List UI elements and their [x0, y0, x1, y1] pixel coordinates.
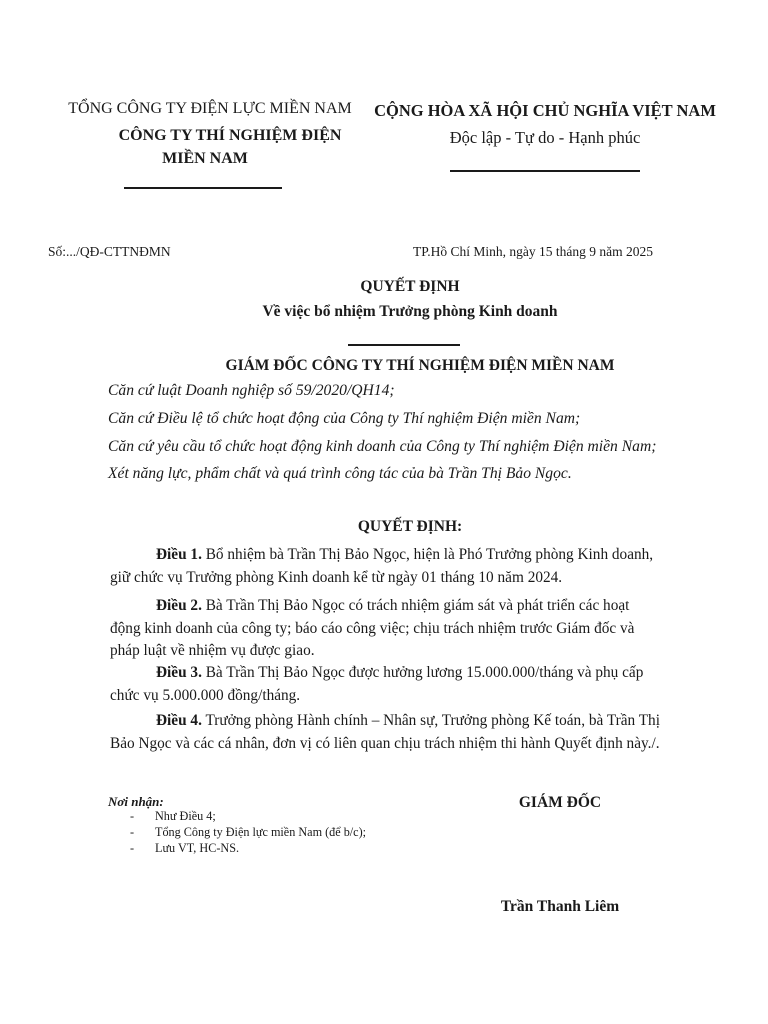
recipients-label: Nơi nhận:	[108, 794, 164, 809]
article-4	[110, 710, 716, 755]
recipient-item: - Như Điều 4;	[130, 809, 216, 823]
article-text: Bổ nhiệm bà Trần Thị Bảo Ngọc, hiện là Phó Trưởng phòng Kinh doanh,	[201, 546, 654, 563]
document-number: Số:.../QĐ-CTTNĐMN	[48, 244, 171, 259]
legal-basis: Căn cứ yêu cầu tổ chức hoạt động kinh doanh của Công ty Thí nghiệm Điện miền Nam;	[108, 438, 657, 455]
article-text: Bảo Ngọc và các cá nhân, đơn vị có liên quan chịu trách nhiệm thi hành Quyết định này./.	[110, 734, 660, 752]
signer-name: Trần Thanh Liêm	[500, 898, 620, 915]
decision-heading: QUYẾT ĐỊNH:	[357, 518, 463, 535]
legal-basis: Căn cứ Điều lệ tổ chức hoạt động của Công ty Thí nghiệm Điện miền Nam;	[108, 410, 581, 427]
issuing-authority: GIÁM ĐỐC CÔNG TY THÍ NGHIỆM ĐIỆN MIỀN NAM	[225, 357, 615, 374]
signer-title: GIÁM ĐỐC	[518, 794, 602, 811]
article-text: giữ chức vụ Trưởng phòng Kinh doanh kể từ ngày 01 tháng 10 năm 2024.	[110, 568, 563, 586]
article-text: Trưởng phòng Hành chính – Nhân sự, Trưởng phòng Kế toán, bà Trần Thị	[201, 712, 660, 729]
motto-underline	[450, 170, 640, 172]
recipient-item: - Tổng Công ty Điện lực miền Nam (để b/c);	[130, 825, 367, 839]
article-label: Điều 4.	[156, 712, 202, 729]
article-label: Điều 2.	[156, 597, 202, 614]
article-3	[110, 662, 716, 707]
article-label: Điều 3.	[156, 664, 202, 681]
org-underline	[124, 187, 282, 189]
recipient-item: - Lưu VT, HC-NS.	[130, 841, 240, 855]
article-text: pháp luật về nhiệm vụ được giao.	[110, 642, 315, 659]
nation-name: CỘNG HÒA XÃ HỘI CHỦ NGHĨA VIỆT NAM	[374, 101, 716, 120]
document-title: QUYẾT ĐỊNH	[360, 278, 460, 295]
subject-underline	[348, 344, 460, 346]
article-text: chức vụ 5.000.000 đồng/tháng.	[110, 686, 301, 704]
article-1	[110, 544, 716, 589]
article-2	[110, 595, 716, 663]
legal-basis: Xét năng lực, phẩm chất và quá trình công tác của bà Trần Thị Bảo Ngọc.	[108, 465, 572, 482]
org-name-line2: MIỀN NAM	[162, 150, 248, 167]
org-parent-name: TỔNG CÔNG TY ĐIỆN LỰC MIỀN NAM	[68, 100, 352, 117]
article-label: Điều 1.	[156, 546, 202, 563]
article-text: Bà Trần Thị Bảo Ngọc có trách nhiệm giám sát và phát triển các hoạt	[201, 597, 630, 614]
article-text: Bà Trần Thị Bảo Ngọc được hưởng lương 15.000.000/tháng và phụ cấp	[201, 664, 644, 681]
article-text: động kinh doanh của công ty; báo cáo công việc; chịu trách nhiệm trước Giám đốc và	[110, 619, 635, 637]
place-and-date: TP.Hồ Chí Minh, ngày 15 tháng 9 năm 2025	[413, 244, 653, 259]
legal-basis: Căn cứ luật Doanh nghiệp số 59/2020/QH14;	[108, 382, 395, 399]
national-motto: Độc lập - Tự do - Hạnh phúc	[449, 128, 641, 147]
document-subject: Về việc bổ nhiệm Trưởng phòng Kinh doanh	[262, 303, 558, 320]
org-name-line1: CÔNG TY THÍ NGHIỆM ĐIỆN	[118, 127, 342, 144]
